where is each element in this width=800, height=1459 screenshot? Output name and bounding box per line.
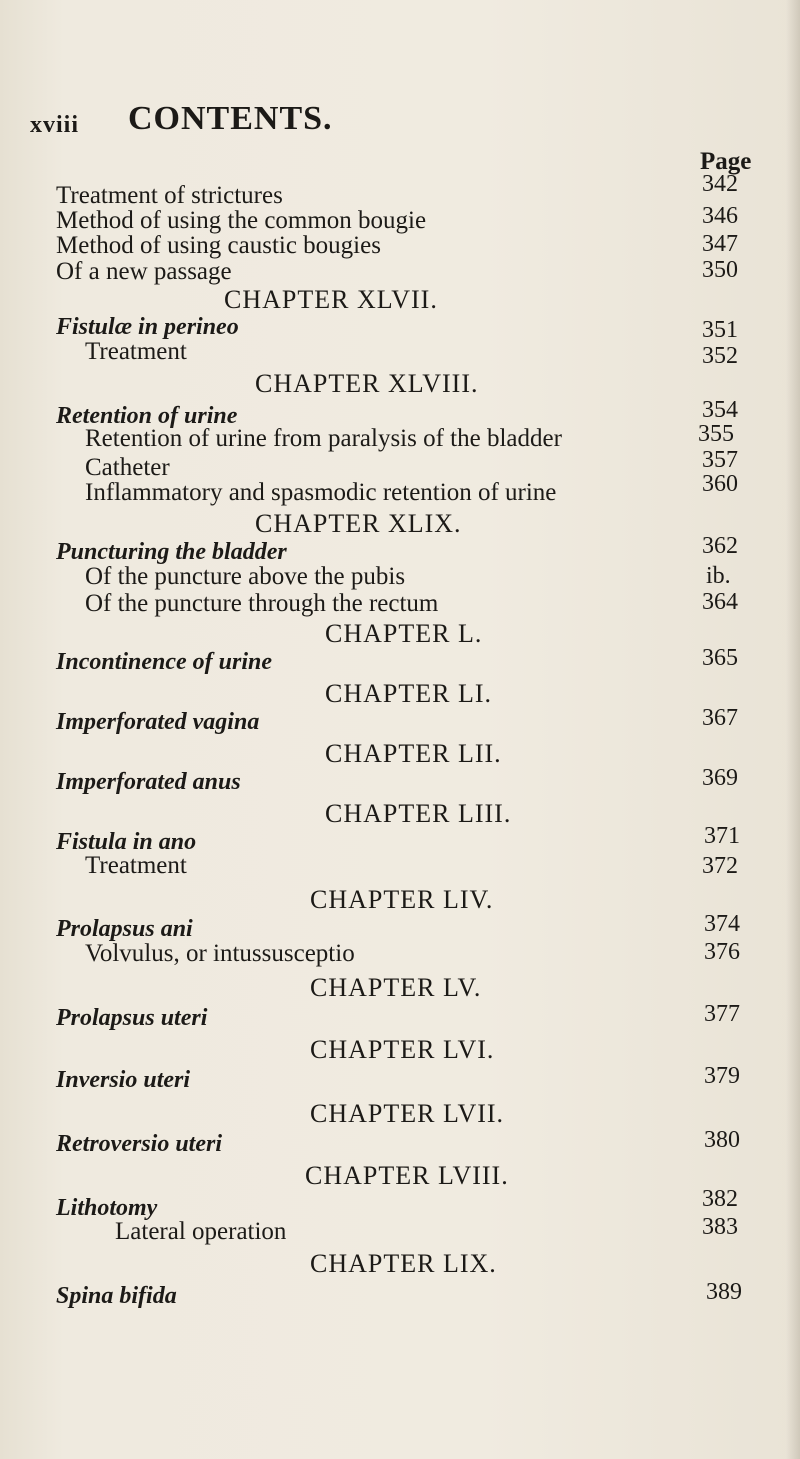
chapter-title xyxy=(0,915,800,943)
entry-text: Imperforated anus xyxy=(56,769,241,795)
entry-page-number: 351 xyxy=(702,317,738,343)
chapter-heading xyxy=(0,620,800,648)
entry-text: Method of using caustic bougies xyxy=(56,232,381,259)
entry-text: CHAPTER LVI. xyxy=(310,1035,495,1064)
chapter-title xyxy=(0,313,800,341)
entry-text: Fistula in ano xyxy=(56,829,197,855)
entry-text: CHAPTER XLVIII. xyxy=(255,369,479,398)
chapter-title xyxy=(0,1282,800,1310)
toc-entry xyxy=(0,1218,800,1246)
entry-text: CHAPTER XLIX. xyxy=(255,509,462,538)
entry-text: Volvulus, or intussusceptio xyxy=(85,940,355,967)
entry-page-number: 376 xyxy=(704,939,740,965)
entry-page-number: 347 xyxy=(702,231,738,257)
entry-text: Of the puncture through the rectum xyxy=(85,590,439,617)
entry-text: Prolapsus ani xyxy=(56,916,193,942)
entry-text: Imperforated vagina xyxy=(56,709,260,735)
chapter-heading xyxy=(0,974,800,1002)
entry-page-number: 369 xyxy=(702,765,738,791)
entry-text: Treatment xyxy=(85,338,187,365)
entry-text: CHAPTER L. xyxy=(325,619,483,648)
chapter-heading xyxy=(0,286,800,314)
chapter-heading xyxy=(0,1036,800,1064)
entry-page-number: 371 xyxy=(704,823,740,849)
entry-page-number: 380 xyxy=(704,1127,740,1153)
page-title: CONTENTS. xyxy=(128,100,333,137)
entry-text: Incontinence of urine xyxy=(56,649,273,675)
entry-text: Of a new passage xyxy=(56,258,232,285)
toc-entry xyxy=(0,232,800,260)
chapter-heading xyxy=(0,1100,800,1128)
entry-page-number: 372 xyxy=(702,853,738,879)
toc-entry xyxy=(0,454,800,482)
entry-text: CHAPTER LII. xyxy=(325,739,502,768)
toc-entry xyxy=(0,590,800,618)
entry-page-number: 379 xyxy=(704,1063,740,1089)
toc-entry xyxy=(0,852,800,880)
entry-text: CHAPTER LI. xyxy=(325,679,492,708)
entry-text: Puncturing the bladder xyxy=(56,539,287,565)
chapter-title xyxy=(0,768,800,796)
entry-page-number: ib. xyxy=(706,563,731,589)
toc-entry xyxy=(0,338,800,366)
toc-entry xyxy=(0,182,800,210)
entry-text: Treatment xyxy=(85,852,187,879)
entry-text: CHAPTER LVII. xyxy=(310,1099,505,1128)
entry-text: Treatment of strictures xyxy=(56,182,283,209)
chapter-title xyxy=(0,1066,800,1094)
chapter-title xyxy=(0,1130,800,1158)
toc-entry xyxy=(0,258,800,286)
entry-page-number: 383 xyxy=(702,1214,738,1240)
entry-text: Inversio uteri xyxy=(56,1067,191,1093)
page-number-roman: xviii xyxy=(30,112,80,138)
chapter-heading xyxy=(0,680,800,708)
entry-page-number: 354 xyxy=(702,397,738,423)
entry-text: CHAPTER LIX. xyxy=(310,1249,497,1278)
entry-page-number: 374 xyxy=(704,911,740,937)
entry-page-number: 364 xyxy=(702,589,738,615)
entry-text: Prolapsus uteri xyxy=(56,1005,208,1031)
entry-page-number: 365 xyxy=(702,645,738,671)
chapter-heading xyxy=(0,740,800,768)
chapter-heading xyxy=(0,510,800,538)
entry-text: Retention of urine from paralysis of the bladder xyxy=(85,425,562,452)
chapter-heading xyxy=(0,886,800,914)
entry-text: Retroversio uteri xyxy=(56,1131,222,1157)
toc-entry xyxy=(0,563,800,591)
page-column-label: Page xyxy=(700,148,752,175)
entry-text: Spina bifida xyxy=(56,1283,177,1309)
entry-page-number: 362 xyxy=(702,533,738,559)
entry-text: CHAPTER XLVII. xyxy=(224,285,438,314)
chapter-heading xyxy=(0,800,800,828)
entry-page-number: 360 xyxy=(702,471,738,497)
toc-entry xyxy=(0,207,800,235)
entry-page-number: 352 xyxy=(702,343,738,369)
chapter-heading xyxy=(0,1250,800,1278)
toc-entry xyxy=(0,940,800,968)
entry-page-number: 377 xyxy=(704,1001,740,1027)
chapter-title xyxy=(0,648,800,676)
entry-text: CHAPTER LV. xyxy=(310,973,482,1002)
entry-page-number: 382 xyxy=(702,1186,738,1212)
entry-text: Lateral operation xyxy=(115,1218,287,1245)
entry-text: Fistulæ in perineo xyxy=(56,314,239,340)
entry-text: CHAPTER LIV. xyxy=(310,885,494,914)
chapter-heading xyxy=(0,370,800,398)
entry-text: Lithotomy xyxy=(56,1195,158,1221)
entry-page-number: 355 xyxy=(698,421,734,447)
entry-page-number: 350 xyxy=(702,257,738,283)
chapter-heading xyxy=(0,1162,800,1190)
entry-page-number: 357 xyxy=(702,447,738,473)
entry-page-number: 342 xyxy=(702,171,738,197)
chapter-title xyxy=(0,538,800,566)
entry-text: Retention of urine xyxy=(56,403,238,429)
entry-text: Inflammatory and spasmodic retention of urine xyxy=(85,479,557,506)
entry-text: Of the puncture above the pubis xyxy=(85,563,406,590)
chapter-title xyxy=(0,1004,800,1032)
chapter-title xyxy=(0,708,800,736)
entry-page-number: 389 xyxy=(706,1279,742,1305)
entry-text: CHAPTER LVIII. xyxy=(305,1161,509,1190)
entry-page-number: 346 xyxy=(702,203,738,229)
entry-page-number: 367 xyxy=(702,705,738,731)
toc-entry xyxy=(0,425,800,453)
entry-text: Catheter xyxy=(85,454,170,481)
entry-text: CHAPTER LIII. xyxy=(325,799,512,828)
toc-entry xyxy=(0,479,800,507)
entry-text: Method of using the common bougie xyxy=(56,207,427,234)
